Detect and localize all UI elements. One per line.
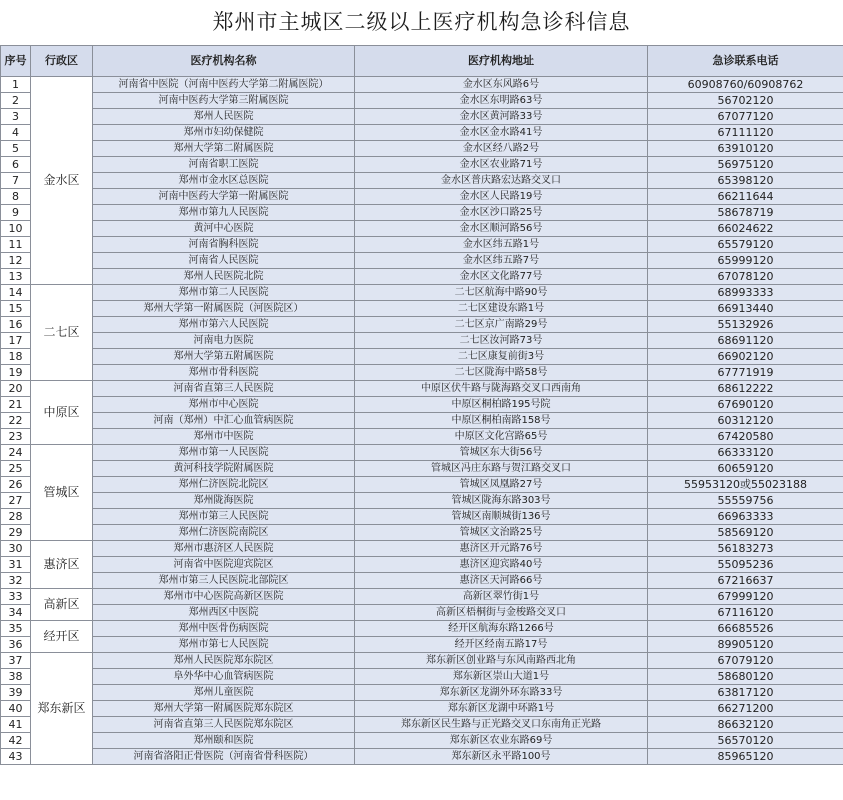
header-index: 序号 [1, 46, 31, 77]
row-index: 12 [1, 253, 31, 269]
table-row [1, 253, 843, 269]
row-index: 10 [1, 221, 31, 237]
row-index: 38 [1, 669, 31, 685]
table-row [1, 381, 843, 397]
table-row [1, 605, 843, 621]
emergency-phone-cell: 67420580 [648, 429, 843, 445]
emergency-phone-cell: 55559756 [648, 493, 843, 509]
hospital-address-cell: 高新区梧桐街与金梭路交叉口 [355, 605, 648, 621]
hospital-address-cell: 金水区黄河路33号 [355, 109, 648, 125]
table-row [1, 717, 843, 733]
table-row [1, 109, 843, 125]
hospital-address-cell: 管城区文治路25号 [355, 525, 648, 541]
emergency-phone-cell: 58678719 [648, 205, 843, 221]
district-cell: 二七区 [31, 285, 93, 381]
emergency-phone-cell: 65579120 [648, 237, 843, 253]
hospital-name-cell: 郑州市第二人民医院 [93, 285, 355, 301]
row-index: 42 [1, 733, 31, 749]
hospital-name-cell: 郑州市第三人民医院北部院区 [93, 573, 355, 589]
table-body [1, 77, 843, 765]
row-index: 23 [1, 429, 31, 445]
table-row [1, 141, 843, 157]
table-row [1, 429, 843, 445]
emergency-phone-cell: 67111120 [648, 125, 843, 141]
emergency-phone-cell: 89905120 [648, 637, 843, 653]
row-index: 13 [1, 269, 31, 285]
table-row [1, 493, 843, 509]
hospital-address-cell: 郑东新区农业东路69号 [355, 733, 648, 749]
table-row [1, 685, 843, 701]
table-row [1, 589, 843, 605]
hospital-address-cell: 郑东新区龙湖中环路1号 [355, 701, 648, 717]
table-row [1, 573, 843, 589]
table-row [1, 221, 843, 237]
emergency-phone-cell: 67078120 [648, 269, 843, 285]
emergency-phone-cell: 66024622 [648, 221, 843, 237]
hospital-address-cell: 中原区文化宫路65号 [355, 429, 648, 445]
emergency-phone-cell: 56702120 [648, 93, 843, 109]
row-index: 29 [1, 525, 31, 541]
district-cell: 郑东新区 [31, 653, 93, 765]
hospital-address-cell: 经开区经南五路17号 [355, 637, 648, 653]
hospital-name-cell: 郑州仁济医院南院区 [93, 525, 355, 541]
emergency-phone-cell: 60659120 [648, 461, 843, 477]
emergency-phone-cell: 67116120 [648, 605, 843, 621]
emergency-phone-cell: 63910120 [648, 141, 843, 157]
emergency-phone-cell: 58569120 [648, 525, 843, 541]
hospital-name-cell: 郑州大学第一附属医院郑东院区 [93, 701, 355, 717]
hospital-name-cell: 河南中医药大学第三附属医院 [93, 93, 355, 109]
hospital-address-cell: 二七区汝河路73号 [355, 333, 648, 349]
row-index: 18 [1, 349, 31, 365]
hospital-name-cell: 河南省人民医院 [93, 253, 355, 269]
row-index: 37 [1, 653, 31, 669]
header-row [1, 46, 843, 77]
hospital-name-cell: 郑州市金水区总医院 [93, 173, 355, 189]
row-index: 32 [1, 573, 31, 589]
row-index: 9 [1, 205, 31, 221]
hospital-address-cell: 惠济区迎宾路40号 [355, 557, 648, 573]
hospital-address-cell: 金水区东风路6号 [355, 77, 648, 93]
row-index: 31 [1, 557, 31, 573]
hospital-address-cell: 管城区南顺城街136号 [355, 509, 648, 525]
emergency-phone-cell: 67079120 [648, 653, 843, 669]
table-row [1, 173, 843, 189]
emergency-phone-cell: 66902120 [648, 349, 843, 365]
emergency-phone-cell: 55132926 [648, 317, 843, 333]
header-hospital-address: 医疗机构地址 [355, 46, 648, 77]
table-row [1, 509, 843, 525]
table-row [1, 189, 843, 205]
emergency-phone-cell: 66963333 [648, 509, 843, 525]
table-row [1, 749, 843, 765]
row-index: 21 [1, 397, 31, 413]
table-row [1, 397, 843, 413]
hospital-name-cell: 黄河中心医院 [93, 221, 355, 237]
district-cell: 经开区 [31, 621, 93, 653]
hospital-address-cell: 金水区纬五路7号 [355, 253, 648, 269]
row-index: 8 [1, 189, 31, 205]
row-index: 2 [1, 93, 31, 109]
page-title: 郑州市主城区二级以上医疗机构急诊科信息 [212, 10, 631, 34]
hospital-address-cell: 二七区陇海中路58号 [355, 365, 648, 381]
hospital-address-cell: 经开区航海东路1266号 [355, 621, 648, 637]
hospital-address-cell: 金水区普庆路宏达路交叉口 [355, 173, 648, 189]
row-index: 1 [1, 77, 31, 93]
row-index: 14 [1, 285, 31, 301]
row-index: 35 [1, 621, 31, 637]
table-row [1, 205, 843, 221]
emergency-phone-cell: 60908760/60908762 [648, 77, 843, 93]
hospital-name-cell: 郑州市第九人民医院 [93, 205, 355, 221]
hospital-name-cell: 河南省直第三人民医院郑东院区 [93, 717, 355, 733]
row-index: 11 [1, 237, 31, 253]
emergency-phone-cell: 55953120或55023188 [648, 477, 843, 493]
hospital-address-cell: 惠济区天河路66号 [355, 573, 648, 589]
row-index: 27 [1, 493, 31, 509]
hospital-address-cell: 郑东新区龙湖外环东路33号 [355, 685, 648, 701]
row-index: 5 [1, 141, 31, 157]
table-row [1, 285, 843, 301]
hospital-name-cell: 河南（郑州）中汇心血管病医院 [93, 413, 355, 429]
row-index: 25 [1, 461, 31, 477]
table-row [1, 93, 843, 109]
hospital-name-cell: 郑州陇海医院 [93, 493, 355, 509]
emergency-phone-cell: 55095236 [648, 557, 843, 573]
row-index: 15 [1, 301, 31, 317]
hospital-name-cell: 郑州市第六人民医院 [93, 317, 355, 333]
emergency-phone-cell: 67216637 [648, 573, 843, 589]
table-row [1, 637, 843, 653]
header-hospital-name: 医疗机构名称 [93, 46, 355, 77]
emergency-phone-cell: 65398120 [648, 173, 843, 189]
hospital-name-cell: 郑州市中心医院 [93, 397, 355, 413]
hospital-address-cell: 郑东新区崇山大道1号 [355, 669, 648, 685]
row-index: 22 [1, 413, 31, 429]
emergency-phone-cell: 66333120 [648, 445, 843, 461]
district-cell: 中原区 [31, 381, 93, 445]
header-district: 行政区 [31, 46, 93, 77]
hospital-address-cell: 金水区人民路19号 [355, 189, 648, 205]
emergency-phone-cell: 63817120 [648, 685, 843, 701]
row-index: 7 [1, 173, 31, 189]
emergency-phone-cell: 66211644 [648, 189, 843, 205]
emergency-phone-cell: 58680120 [648, 669, 843, 685]
hospital-address-cell: 金水区文化路77号 [355, 269, 648, 285]
emergency-phone-cell: 67771919 [648, 365, 843, 381]
hospital-address-cell: 管城区陇海东路303号 [355, 493, 648, 509]
table-row [1, 77, 843, 93]
emergency-phone-cell: 68993333 [648, 285, 843, 301]
table-row [1, 157, 843, 173]
hospital-name-cell: 河南省职工医院 [93, 157, 355, 173]
header-emergency-phone: 急诊联系电话 [648, 46, 843, 77]
hospital-address-cell: 金水区经八路2号 [355, 141, 648, 157]
table-row [1, 557, 843, 573]
hospital-address-cell: 管城区冯庄东路与贺江路交叉口 [355, 461, 648, 477]
emergency-phone-cell: 85965120 [648, 749, 843, 765]
table-row [1, 733, 843, 749]
emergency-phone-cell: 67690120 [648, 397, 843, 413]
district-cell: 高新区 [31, 589, 93, 621]
table-row [1, 653, 843, 669]
table-row [1, 445, 843, 461]
hospital-name-cell: 河南电力医院 [93, 333, 355, 349]
hospital-address-cell: 二七区京广南路29号 [355, 317, 648, 333]
district-cell: 管城区 [31, 445, 93, 541]
hospital-address-cell: 金水区沙口路25号 [355, 205, 648, 221]
hospital-table [0, 45, 843, 765]
hospital-address-cell: 高新区翠竹街1号 [355, 589, 648, 605]
hospital-name-cell: 河南中医药大学第一附属医院 [93, 189, 355, 205]
hospital-name-cell: 郑州市第三人民医院 [93, 509, 355, 525]
row-index: 16 [1, 317, 31, 333]
hospital-address-cell: 二七区建设东路1号 [355, 301, 648, 317]
hospital-name-cell: 郑州大学第二附属医院 [93, 141, 355, 157]
hospital-address-cell: 金水区纬五路1号 [355, 237, 648, 253]
hospital-address-cell: 中原区桐柏路195号院 [355, 397, 648, 413]
row-index: 3 [1, 109, 31, 125]
hospital-address-cell: 金水区农业路71号 [355, 157, 648, 173]
row-index: 36 [1, 637, 31, 653]
table-row [1, 349, 843, 365]
table-row [1, 125, 843, 141]
table-row [1, 269, 843, 285]
hospital-address-cell: 金水区金水路41号 [355, 125, 648, 141]
table-row [1, 317, 843, 333]
row-index: 33 [1, 589, 31, 605]
emergency-phone-cell: 66271200 [648, 701, 843, 717]
hospital-name-cell: 河南省中医院迎宾院区 [93, 557, 355, 573]
table-row [1, 477, 843, 493]
hospital-name-cell: 郑州市骨科医院 [93, 365, 355, 381]
emergency-phone-cell: 65999120 [648, 253, 843, 269]
row-index: 24 [1, 445, 31, 461]
emergency-phone-cell: 67999120 [648, 589, 843, 605]
hospital-name-cell: 郑州大学第一附属医院（河医院区） [93, 301, 355, 317]
hospital-address-cell: 郑东新区民生路与正光路交叉口东南角正光路 [355, 717, 648, 733]
row-index: 6 [1, 157, 31, 173]
row-index: 26 [1, 477, 31, 493]
table-row [1, 301, 843, 317]
hospital-address-cell: 郑东新区创业路与东风南路西北角 [355, 653, 648, 669]
row-index: 40 [1, 701, 31, 717]
emergency-phone-cell: 66913440 [648, 301, 843, 317]
hospital-name-cell: 郑州仁济医院北院区 [93, 477, 355, 493]
table-row [1, 461, 843, 477]
hospital-name-cell: 河南省直第三人民医院 [93, 381, 355, 397]
hospital-address-cell: 二七区康复前街3号 [355, 349, 648, 365]
table-row [1, 413, 843, 429]
emergency-phone-cell: 68612222 [648, 381, 843, 397]
hospital-name-cell: 郑州儿童医院 [93, 685, 355, 701]
row-index: 41 [1, 717, 31, 733]
hospital-address-cell: 管城区凤凰路27号 [355, 477, 648, 493]
table-row [1, 701, 843, 717]
hospital-address-cell: 中原区桐柏南路158号 [355, 413, 648, 429]
hospital-name-cell: 郑州市惠济区人民医院 [93, 541, 355, 557]
row-index: 28 [1, 509, 31, 525]
emergency-phone-cell: 67077120 [648, 109, 843, 125]
hospital-name-cell: 河南省胸科医院 [93, 237, 355, 253]
hospital-name-cell: 郑州人民医院郑东院区 [93, 653, 355, 669]
hospital-name-cell: 郑州颐和医院 [93, 733, 355, 749]
hospital-name-cell: 郑州大学第五附属医院 [93, 349, 355, 365]
hospital-name-cell: 郑州市中心医院高新区医院 [93, 589, 355, 605]
hospital-name-cell: 郑州西区中医院 [93, 605, 355, 621]
emergency-phone-cell: 66685526 [648, 621, 843, 637]
hospital-address-cell: 惠济区开元路76号 [355, 541, 648, 557]
hospital-address-cell: 管城区东大街56号 [355, 445, 648, 461]
district-cell: 惠济区 [31, 541, 93, 589]
hospital-name-cell: 郑州人民医院北院 [93, 269, 355, 285]
hospital-address-cell: 金水区顺河路56号 [355, 221, 648, 237]
hospital-name-cell: 河南省中医院（河南中医药大学第二附属医院） [93, 77, 355, 93]
row-index: 30 [1, 541, 31, 557]
hospital-name-cell: 郑州中医骨伤病医院 [93, 621, 355, 637]
emergency-phone-cell: 60312120 [648, 413, 843, 429]
table-row [1, 237, 843, 253]
emergency-phone-cell: 86632120 [648, 717, 843, 733]
table-row [1, 621, 843, 637]
hospital-address-cell: 郑东新区永平路100号 [355, 749, 648, 765]
emergency-phone-cell: 68691120 [648, 333, 843, 349]
row-index: 43 [1, 749, 31, 765]
hospital-name-cell: 黄河科技学院附属医院 [93, 461, 355, 477]
hospital-name-cell: 郑州市妇幼保健院 [93, 125, 355, 141]
hospital-name-cell: 阜外华中心血管病医院 [93, 669, 355, 685]
row-index: 19 [1, 365, 31, 381]
hospital-address-cell: 中原区伏牛路与陇海路交叉口西南角 [355, 381, 648, 397]
row-index: 34 [1, 605, 31, 621]
hospital-name-cell: 郑州市中医院 [93, 429, 355, 445]
district-cell: 金水区 [31, 77, 93, 285]
hospital-name-cell: 郑州市第七人民医院 [93, 637, 355, 653]
emergency-phone-cell: 56975120 [648, 157, 843, 173]
row-index: 4 [1, 125, 31, 141]
hospital-name-cell: 郑州市第一人民医院 [93, 445, 355, 461]
hospital-address-cell: 二七区航海中路90号 [355, 285, 648, 301]
hospital-name-cell: 郑州人民医院 [93, 109, 355, 125]
table-row [1, 669, 843, 685]
hospital-name-cell: 河南省洛阳正骨医院（河南省骨科医院） [93, 749, 355, 765]
emergency-phone-cell: 56183273 [648, 541, 843, 557]
table-row [1, 541, 843, 557]
emergency-phone-cell: 56570120 [648, 733, 843, 749]
row-index: 20 [1, 381, 31, 397]
hospital-address-cell: 金水区东明路63号 [355, 93, 648, 109]
table-row [1, 365, 843, 381]
table-row [1, 333, 843, 349]
table-row [1, 525, 843, 541]
row-index: 17 [1, 333, 31, 349]
row-index: 39 [1, 685, 31, 701]
